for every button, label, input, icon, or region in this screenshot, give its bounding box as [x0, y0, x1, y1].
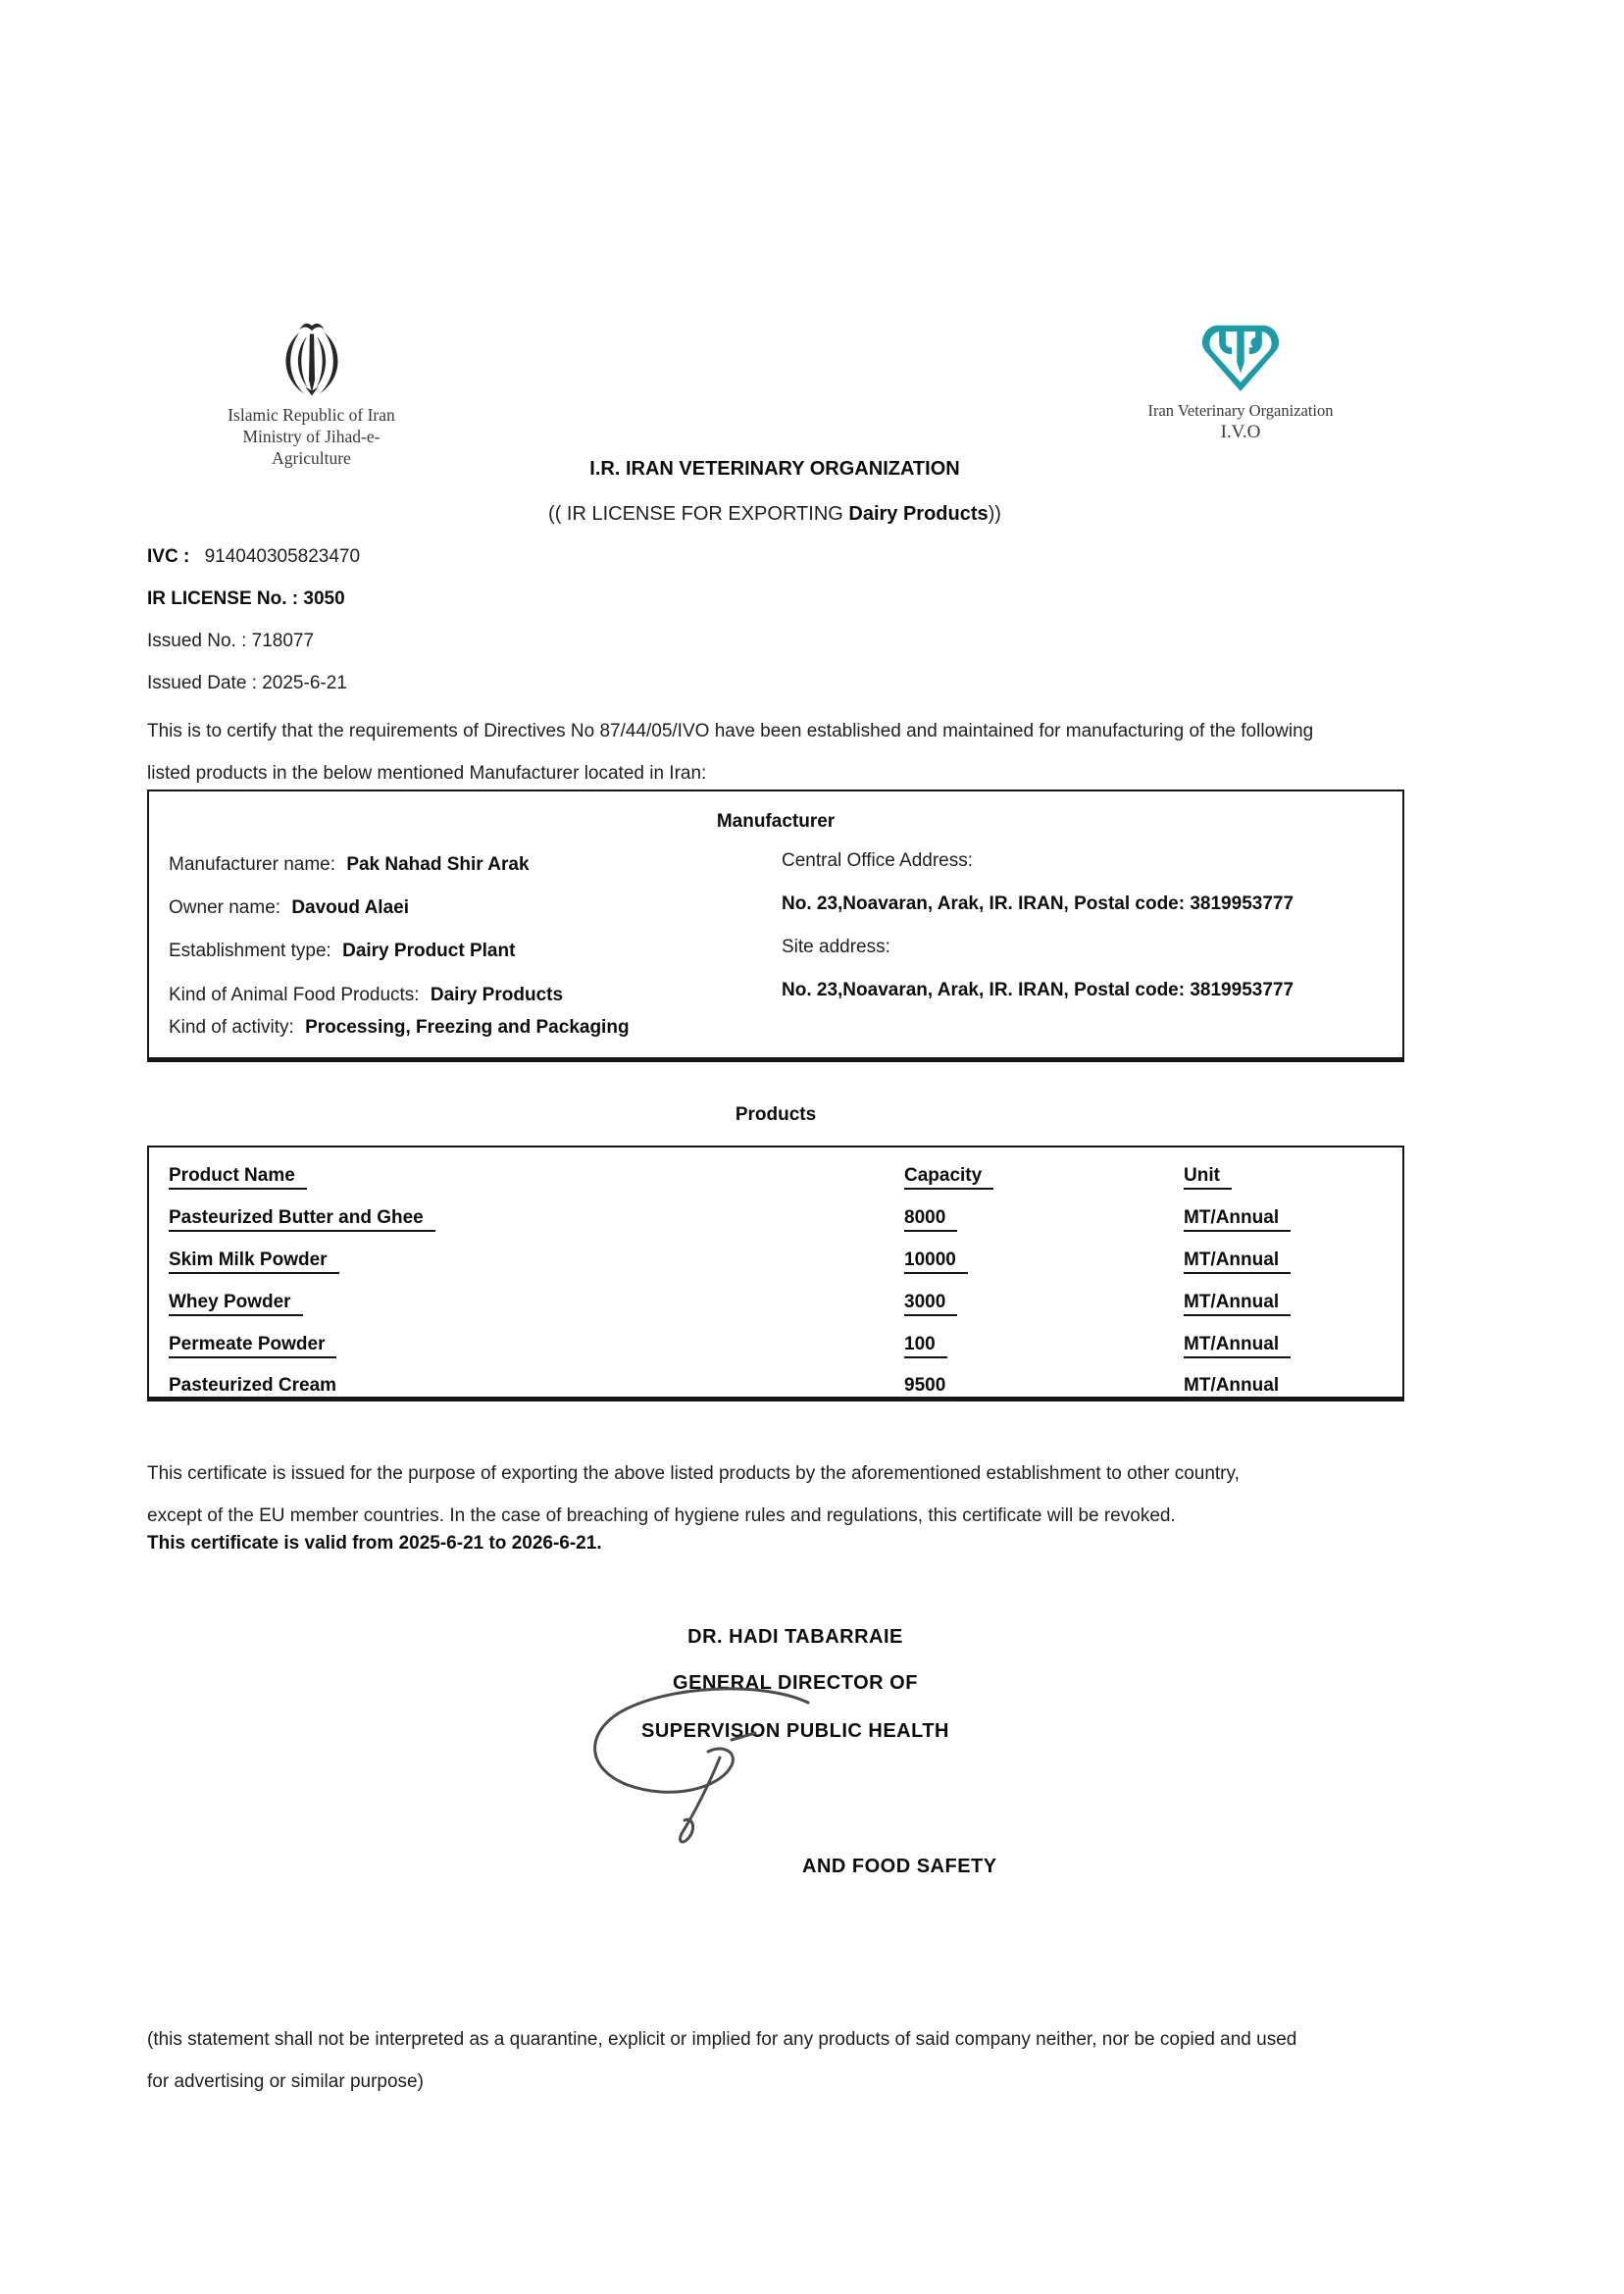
products-section-title: Products [735, 1104, 817, 1125]
left-logo-caption-2: Ministry of Jihad-e-Agriculture [242, 427, 381, 468]
subtitle-prefix: (( IR LICENSE FOR EXPORTING [548, 503, 849, 525]
product-unit: MT/Annual [1184, 1292, 1291, 1316]
central-office-label: Central Office Address: [782, 850, 974, 871]
purpose-line-2: except of the EU member countries. In the case of breaching of hygiene rules and regulations, this certificate will be revoked. [147, 1505, 1176, 1526]
manufacturer-name-row [169, 854, 530, 876]
disclaimer-paragraph [147, 2018, 1510, 2103]
right-logo-caption-1: Iran Veterinary Organization [1147, 401, 1334, 420]
product-unit: MT/Annual [1184, 1249, 1291, 1274]
animal-food-products-row [169, 985, 563, 1006]
ivc-value: 914040305823470 [204, 546, 361, 567]
certify-line-1: This is to certify that the requirements of Directives No 87/44/05/IVO have been established and maintained for manufacturing of the following [147, 721, 1314, 741]
signatory-name: DR. HADI TABARRAIE [687, 1626, 903, 1648]
product-capacity: 100 [904, 1334, 947, 1358]
site-address-value: No. 23,Noavaran, Arak, IR. IRAN, Postal code: 3819953777 [782, 980, 1294, 1000]
issued-no-line: Issued No. : 718077 [147, 631, 315, 651]
right-logo-caption-2: I.V.O [1220, 422, 1261, 442]
field-label: Manufacturer name: [169, 854, 336, 875]
manufacturer-box [147, 790, 1404, 1062]
field-label: Kind of Animal Food Products: [169, 985, 420, 1005]
certify-line-2: listed products in the below mentioned Manufacturer located in Iran: [147, 763, 707, 784]
signatory-title-1: GENERAL DIRECTOR OF [673, 1672, 918, 1694]
central-office-value: No. 23,Noavaran, Arak, IR. IRAN, Postal code: 3819953777 [782, 893, 1294, 914]
kind-of-activity-row [169, 1017, 630, 1039]
product-unit: MT/Annual [1184, 1207, 1291, 1232]
purpose-line-1: This certificate is issued for the purpose of exporting the above listed products by the aforementioned establishment to other country, [147, 1463, 1240, 1484]
field-value: Processing, Freezing and Packaging [305, 1017, 630, 1038]
field-value: Pak Nahad Shir Arak [346, 854, 530, 875]
ivc-line [147, 535, 360, 578]
disclaimer-line-1: (this statement shall not be interpreted as a quarantine, explicit or implied for any products of said company neither, nor be copied and used [147, 2029, 1297, 2050]
field-value: Dairy Products [430, 985, 564, 1005]
product-name: Pasteurized Butter and Ghee [169, 1207, 435, 1232]
product-capacity: 9500 [904, 1375, 957, 1400]
document-title: I.R. IRAN VETERINARY ORGANIZATION [589, 458, 960, 480]
document-subtitle [147, 503, 1402, 526]
product-unit: MT/Annual [1184, 1375, 1291, 1400]
owner-name-row [169, 897, 409, 919]
ivc-label: IVC : [147, 546, 190, 567]
field-label: Kind of activity: [169, 1017, 294, 1038]
iran-coat-of-arms-icon [269, 316, 355, 398]
field-label: Owner name: [169, 897, 281, 918]
signatory-title-3: AND FOOD SAFETY [802, 1856, 997, 1877]
column-header-unit: Unit [1184, 1165, 1232, 1190]
ivo-logo-block [1133, 316, 1348, 443]
product-name: Whey Powder [169, 1292, 303, 1316]
column-header-capacity: Capacity [904, 1165, 993, 1190]
handwritten-signature [577, 1679, 824, 1858]
field-value: Dairy Product Plant [342, 941, 516, 961]
certify-paragraph [147, 710, 1510, 794]
product-capacity: 3000 [904, 1292, 957, 1316]
product-capacity: 10000 [904, 1249, 968, 1274]
product-name: Pasteurized Cream [169, 1375, 348, 1400]
subtitle-product: Dairy Products [848, 503, 989, 525]
site-address-label: Site address: [782, 937, 890, 957]
product-unit: MT/Annual [1184, 1334, 1291, 1358]
product-capacity: 8000 [904, 1207, 957, 1232]
issued-date-line: Issued Date : 2025-6-21 [147, 673, 347, 693]
field-value: Davoud Alaei [291, 897, 409, 918]
field-label: Establishment type: [169, 941, 331, 961]
ivo-logo-icon [1199, 316, 1282, 394]
iran-emblem-block [211, 316, 412, 469]
column-header-product-name: Product Name [169, 1165, 307, 1190]
subtitle-suffix: )) [988, 503, 1001, 525]
product-name: Skim Milk Powder [169, 1249, 339, 1274]
product-name: Permeate Powder [169, 1334, 336, 1358]
establishment-type-row [169, 941, 515, 962]
left-logo-caption-1: Islamic Republic of Iran [228, 405, 395, 425]
license-no-line: IR LICENSE No. : 3050 [147, 588, 345, 609]
validity-line: This certificate is valid from 2025-6-21 to 2026-6-21. [147, 1533, 602, 1554]
manufacturer-box-title: Manufacturer [716, 811, 836, 832]
products-table [147, 1146, 1404, 1402]
signatory-title-2: SUPERVISION PUBLIC HEALTH [640, 1720, 949, 1742]
disclaimer-line-2: for advertising or similar purpose) [147, 2071, 424, 2092]
